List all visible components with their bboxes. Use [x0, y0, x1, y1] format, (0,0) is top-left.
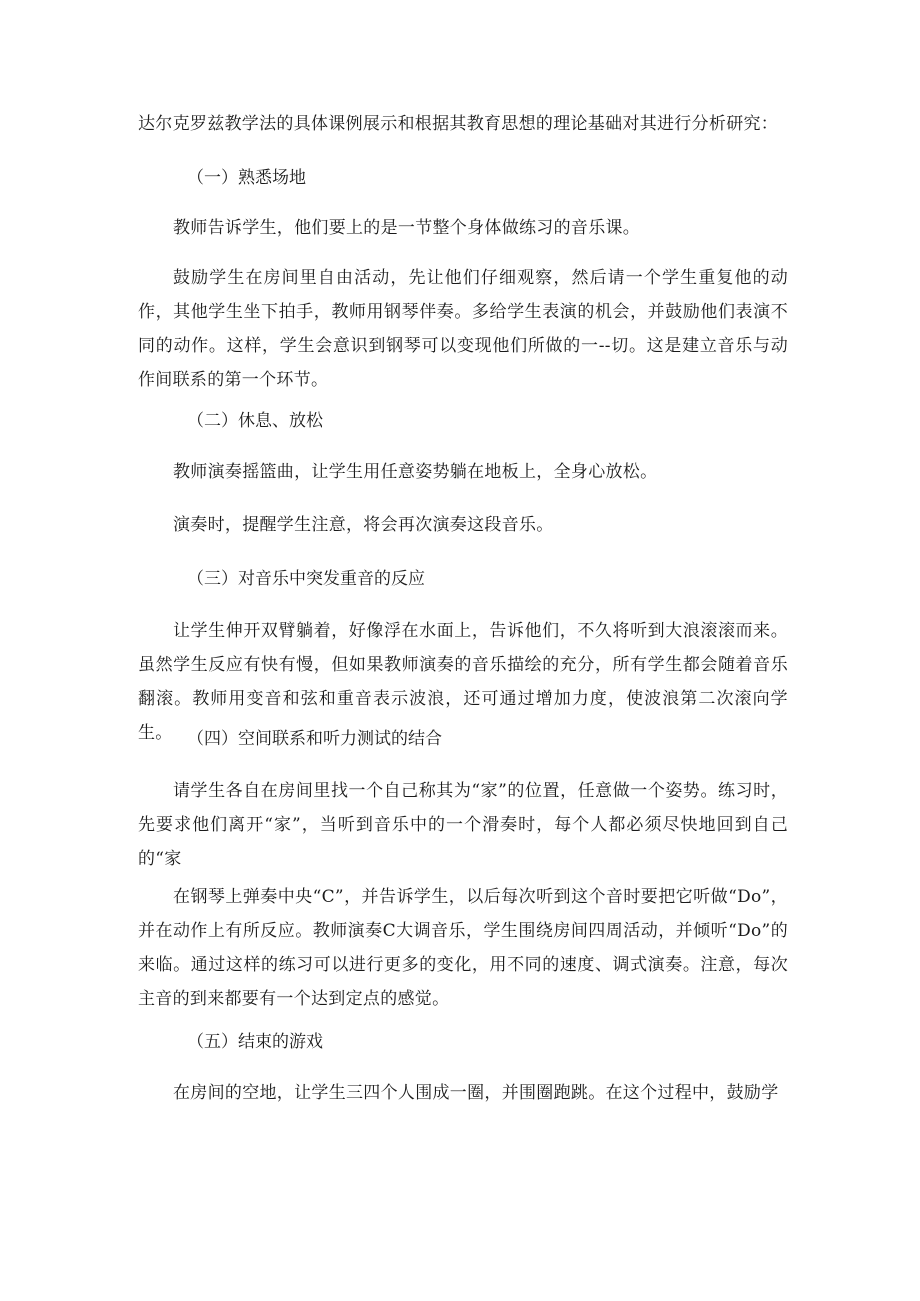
- section-2-paragraph-2: 演奏时，提醒学生注意，将会再次演奏这段音乐。: [173, 515, 554, 535]
- section-5-paragraph-1: 在房间的空地，让学生三四个人围成一圈，并围圈跑跳。在这个过程中，鼓励学: [173, 1083, 779, 1103]
- section-4-paragraph-1: 请学生各自在房间里找一个自己称其为“家”的位置，任意做一个姿势。练习时，先要求他们离开“家”，当听到音乐中的一个滑奏时，每个人都必须尽快地回到自己的“家: [138, 781, 788, 869]
- section-2-paragraph-1: 教师演奏摇篮曲，让学生用任意姿势躺在地板上，全身心放松。: [173, 462, 658, 482]
- section-3-paragraph-1: 让学生伸开双臂躺着，好像浮在水面上，告诉他们，不久将听到大浪滚滚而来。虽然学生反应有快有慢，但如果教师演奏的音乐描绘的充分，所有学生都会随着音乐翻滚。教师用变音和弦和重音表示波浪，还可通过增加力度，使波浪第二次滚向学生。: [138, 621, 788, 743]
- section-heading-1: （一）熟悉场地: [187, 168, 306, 188]
- section-1-paragraph-1: 教师告诉学生，他们要上的是一节整个身体做练习的音乐课。: [173, 218, 641, 238]
- section-heading-2: （二）休息、放松: [187, 411, 323, 431]
- section-heading-5: （五）结束的游戏: [187, 1032, 323, 1052]
- section-1-paragraph-2: 鼓励学生在房间里自由活动，先让他们仔细观察，然后请一个学生重复他的动作，其他学生坐下拍手，教师用钢琴伴奏。多给学生表演的机会，并鼓励他们表演不同的动作。这样，学生会意识到钢琴可以变现他们所做的一--切。这是建立音乐与动作间联系的第一个环节。: [138, 268, 788, 390]
- section-4-paragraph-2: 在钢琴上弹奏中央“C”，并告诉学生，以后每次听到这个音时要把它听做“Do”，并在动作上有所反应。教师演奏C大调音乐，学生围绕房间四周活动，并倾听“Do”的来临。通过这样的练习可以进行更多的变化，用不同的速度、调式演奏。注意，每次主音的到来都要有一个达到定点的感觉。: [138, 887, 788, 1009]
- intro-paragraph: 达尔克罗兹教学法的具体课例展示和根据其教育思想的理论基础对其进行分析研究：: [138, 114, 779, 134]
- section-heading-3: （三）对音乐中突发重音的反应: [187, 569, 425, 589]
- section-heading-4: （四）空间联系和听力测试的结合: [187, 729, 442, 749]
